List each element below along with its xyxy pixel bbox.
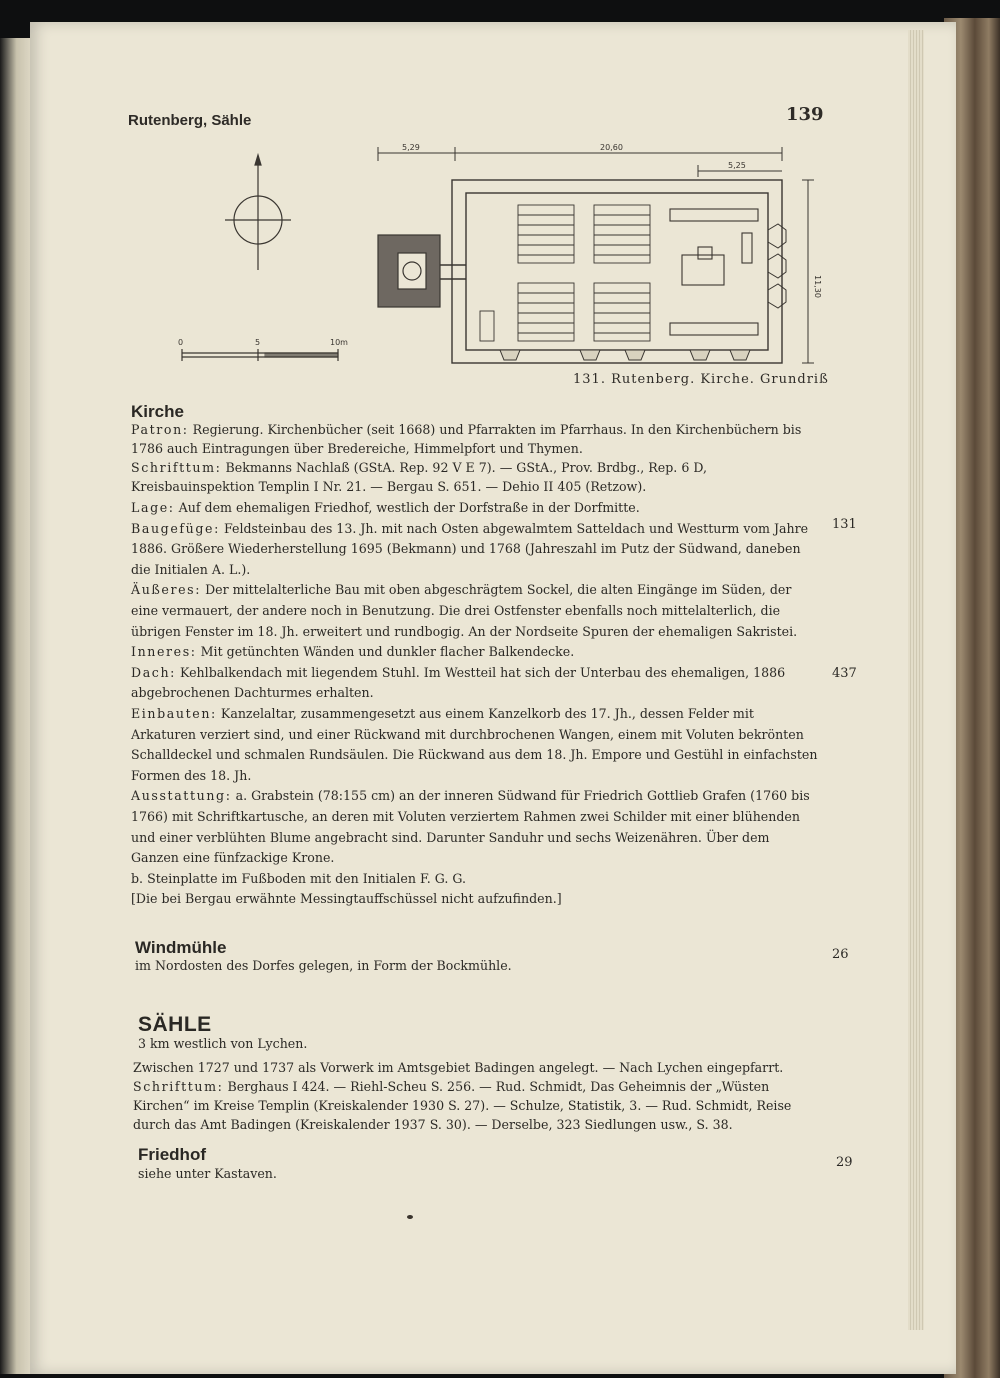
inneres-label: Inneres: bbox=[131, 644, 197, 660]
dim-label-height: 11,30 bbox=[813, 275, 822, 298]
lage-label: Lage: bbox=[131, 500, 175, 515]
south-windows bbox=[500, 350, 750, 360]
einbauten-text: Kanzelaltar, zusammengesetzt aus einem Kanzelkorb des 17. Jh., dessen Felder mit Arkaturen verziert sind, und einer Rückwand mit durchbrochenen Wangen, einem mit Voluten bekrönten Schalldeckel und schmalen Rundsäulen. Die Rückwand aus dem 18. Jh. Empore und Gestühl in einfachsten Formen des 18. Jh. bbox=[131, 705, 818, 783]
heading-kirche: Kirche bbox=[131, 402, 184, 421]
dach-text: Kehlbalkendach mit liegendem Stuhl. Im Westteil hat sich der Unterbau des ehemaligen, 1886 abgebrochenen Dachturmes erhalten. bbox=[131, 664, 786, 701]
margin-ref-131: 131 bbox=[832, 517, 857, 532]
compass-icon bbox=[225, 155, 291, 270]
ink-speck bbox=[407, 1215, 413, 1219]
sahle-subtitle: 3 km westlich von Lychen. bbox=[138, 1036, 308, 1051]
ausstattung-text-b: b. Steinplatte im Fußboden mit den Initialen F. G. G. bbox=[131, 870, 467, 886]
east-buttresses bbox=[768, 224, 786, 308]
facing-page-edge bbox=[0, 38, 30, 1374]
aeusseres-label: Äußeres: bbox=[131, 582, 202, 598]
figure-caption: 131. Rutenberg. Kirche. Grundriß bbox=[573, 372, 829, 387]
tower-west bbox=[378, 235, 440, 307]
floor-plan-figure bbox=[170, 135, 820, 395]
page-stack-edge bbox=[908, 30, 924, 1330]
scale-label-0: 0 bbox=[178, 338, 184, 347]
baugefuege-label: Baugefüge: bbox=[131, 520, 220, 536]
sahle-schrifttum-text: Berghaus I 424. — Riehl-Scheu S. 256. — Rud. Schmidt, Das Geheimnis der „Wüsten Kirchen“ im Kreise Templin (Kreiskalender 1930 S. 27). — Schulze, Statistik, 3. — Rud. Schmidt, Reise durch das Amt Badingen (Kreiskalender 1937 S. 30). — Derselbe, 323 Siedlungen usw., S. 38. bbox=[133, 1079, 792, 1132]
scale-label-5: 5 bbox=[255, 338, 261, 347]
windmuehle-text: im Nordosten des Dorfes gelegen, in Form der Bockmühle. bbox=[135, 958, 512, 973]
altar bbox=[670, 209, 758, 335]
sahle-text: Zwischen 1727 und 1737 als Vorwerk im Amtsgebiet Badingen angelegt. — Nach Lychen eingepfarrt. bbox=[133, 1060, 784, 1075]
aeusseres-text: Der mittelalterliche Bau mit oben abgeschrägtem Sockel, die alten Eingänge im Süden, der eine vermauert, der andere noch in Benutzung. Die drei Ostfenster ebenfalls noch mittelalterlich, die übrigen Fenster im 18. Jh. erweitert und rundbogig. An der Nordseite Spuren der ehemaligen Sakristei. bbox=[131, 582, 798, 639]
ausstattung-text-a: a. Grabstein (78:155 cm) an der inneren Südwand für Friedrich Gottlieb Grafen (1760 bis 1766) mit Schriftkartusche, an deren mit Voluten verziertem Rahmen zwei Schilder mit einer blühenden und einer verblühten Blume angebracht sind. Darunter Sanduhr und sechs Weizenähren. Über dem Ganzen eine fünfzackige Krone. bbox=[131, 788, 810, 866]
ausstattung-text-c: [Die bei Bergau erwähnte Messingtauffschüssel nicht aufzufinden.] bbox=[131, 891, 562, 907]
heading-windmuehle: Windmühle bbox=[135, 938, 227, 957]
ausstattung-label: Ausstattung: bbox=[131, 788, 232, 804]
dim-label-left: 5,29 bbox=[402, 143, 420, 152]
pews bbox=[480, 205, 650, 341]
heading-friedhof: Friedhof bbox=[138, 1145, 206, 1164]
sahle-schrifttum-label: Schrifttum: bbox=[133, 1079, 224, 1094]
dim-label-total: 20,60 bbox=[600, 143, 623, 152]
running-title: Rutenberg, Sähle bbox=[128, 112, 252, 129]
lage-text: Auf dem ehemaligen Friedhof, westlich der Dorfstraße in der Dorfmitte. bbox=[178, 500, 640, 515]
patron-label: Patron: bbox=[131, 422, 189, 437]
einbauten-label: Einbauten: bbox=[131, 705, 217, 721]
kirche-meta-block bbox=[131, 420, 821, 496]
dim-label-inner: 5,25 bbox=[728, 161, 746, 170]
baugefuege-text: Feldsteinbau des 13. Jh. mit nach Osten abgewalmtem Satteldach und Westturm vom Jahre 1886. Größere Wiederherstellung 1695 (Bekmann) und 1768 (Jahreszahl im Putz der Südwand, daneben die Initialen A. L.). bbox=[131, 520, 809, 577]
margin-ref-26: 26 bbox=[832, 947, 849, 962]
inneres-text: Mit getünchten Wänden und dunkler flacher Balkendecke. bbox=[200, 644, 575, 660]
scale-label-10: 10m bbox=[330, 338, 348, 347]
schrifttum-text: Bekmanns Nachlaß (GStA. Rep. 92 V E 7). — GStA., Prov. Brdbg., Rep. 6 D, Kreisbauinspektion Templin I Nr. 21. — Bergau S. 651. — Dehio II 405 (Retzow). bbox=[131, 460, 707, 494]
friedhof-text: siehe unter Kastaven. bbox=[138, 1166, 277, 1181]
margin-ref-29: 29 bbox=[836, 1155, 853, 1170]
margin-ref-437: 437 bbox=[832, 666, 857, 681]
schrifttum-label: Schrifttum: bbox=[131, 460, 222, 475]
heading-sahle: SÄHLE bbox=[138, 1013, 212, 1036]
sahle-text-block bbox=[133, 1058, 823, 1134]
scale-bar bbox=[182, 349, 338, 361]
kirche-body-block bbox=[131, 498, 821, 910]
dach-label: Dach: bbox=[131, 664, 177, 680]
patron-text: Regierung. Kirchenbücher (seit 1668) und Pfarrakten im Pfarrhaus. In den Kirchenbüchern bis 1786 auch Eintragungen über Bredereiche, Himmelpfort und Thymen. bbox=[131, 422, 802, 456]
page-number: 139 bbox=[786, 104, 824, 125]
